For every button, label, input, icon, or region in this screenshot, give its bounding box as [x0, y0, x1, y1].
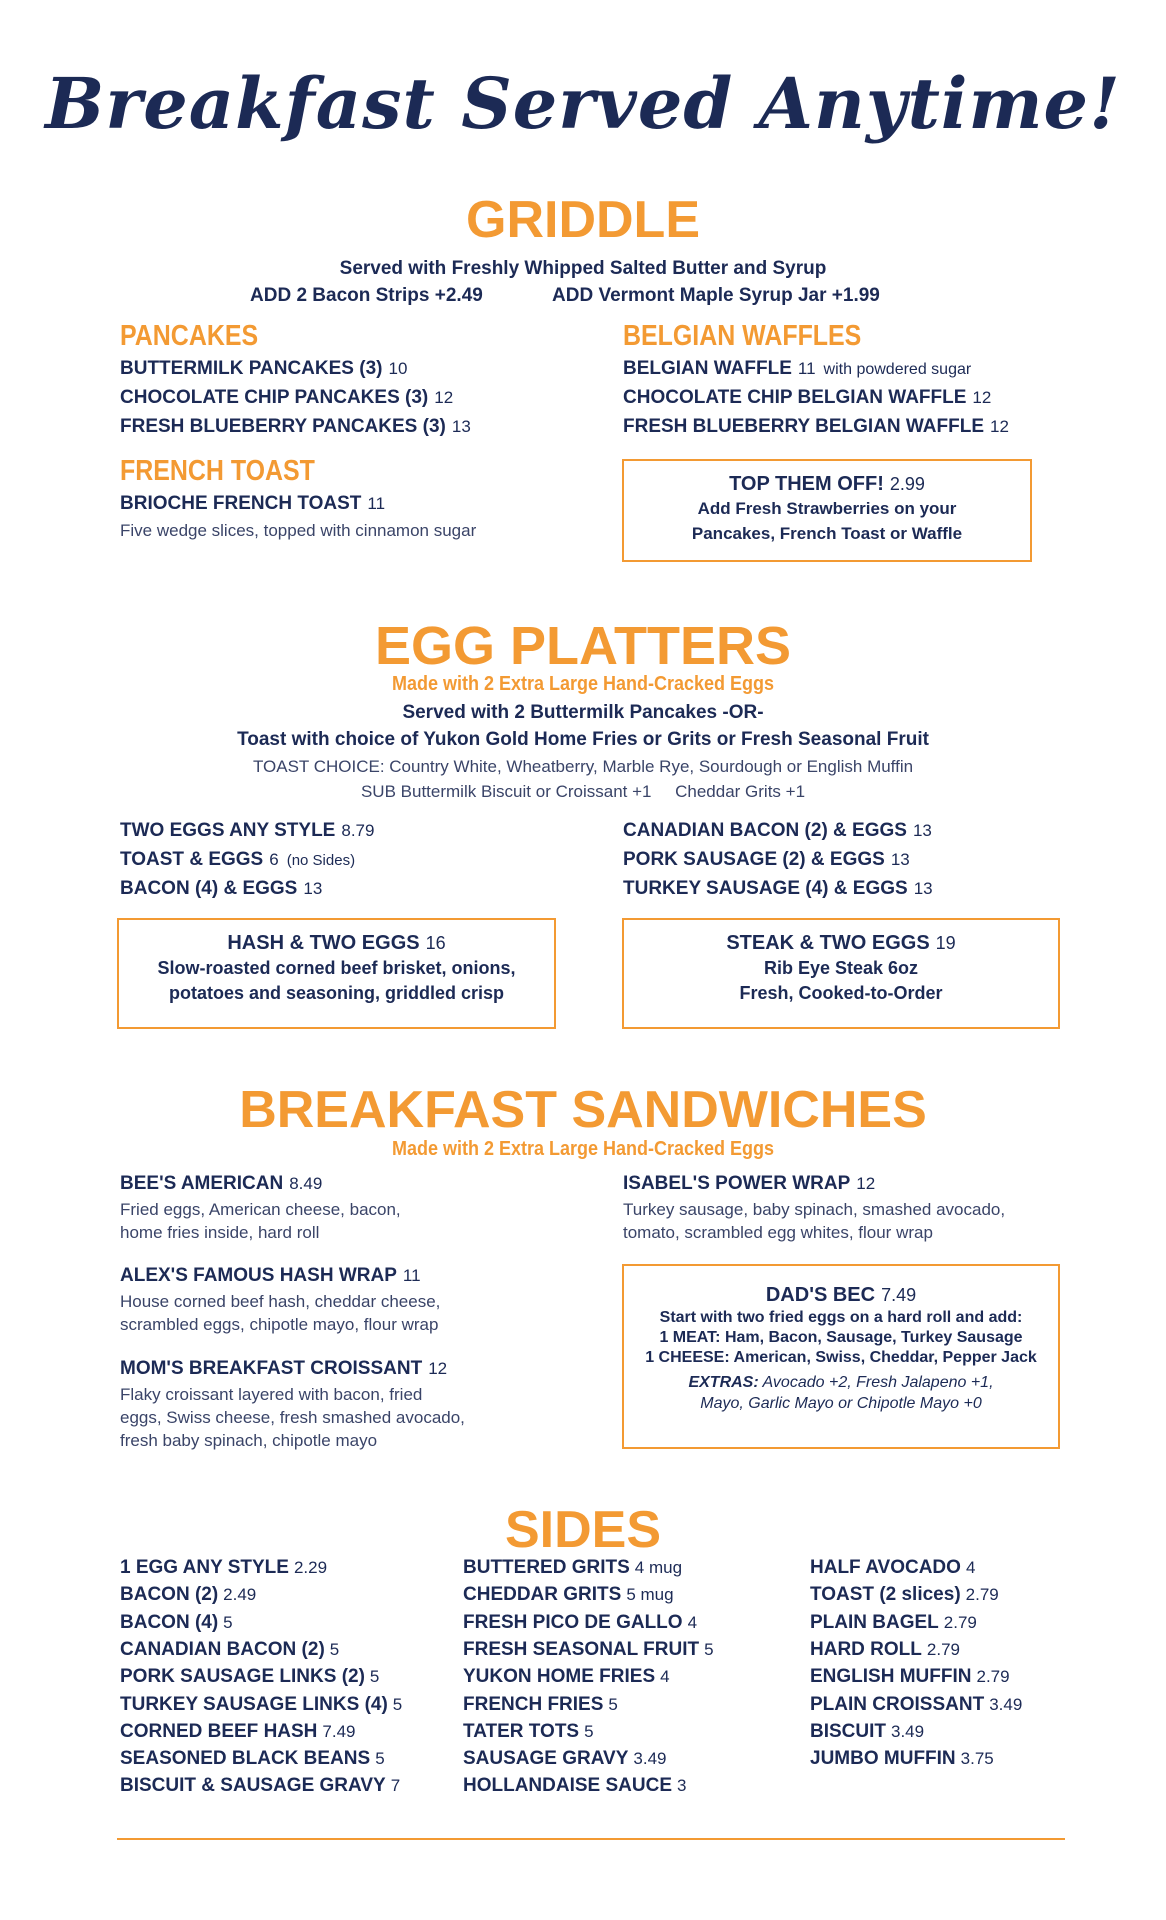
- box-line: 1 CHEESE: American, Swiss, Cheddar, Pepper Jack: [645, 1349, 1037, 1366]
- side-item: HARD ROLL 2.79: [810, 1638, 960, 1660]
- side-item: BISCUIT & SAUSAGE GRAVY 7: [120, 1775, 401, 1797]
- menu-title: Breakfast Served Anytime!: [45, 62, 1121, 145]
- hash-two-eggs-box: [117, 918, 556, 1029]
- side-item: FRESH PICO DE GALLO 4: [463, 1611, 698, 1633]
- menu-item: MOM'S BREAKFAST CROISSANT 12: [120, 1358, 448, 1379]
- box-line: Pancakes, French Toast or Waffle: [691, 524, 963, 543]
- sides-title: SIDES: [504, 1501, 662, 1559]
- item-description: Fried eggs, American cheese, bacon, home fries inside, hard roll: [120, 1200, 401, 1242]
- side-item: TATER TOTS 5: [463, 1720, 594, 1742]
- box-line: Start with two fried eggs on a hard roll and add:: [659, 1309, 1023, 1326]
- side-item: CORNED BEEF HASH 7.49: [120, 1720, 356, 1742]
- waffles-title: BELGIAN WAFFLES: [623, 320, 862, 352]
- item-description: Turkey sausage, baby spinach, smashed avocado, tomato, scrambled egg whites, flour wrap: [623, 1200, 1006, 1242]
- egg-platters-title: EGG PLATTERS: [374, 616, 792, 676]
- side-item: PLAIN CROISSANT 3.49: [810, 1693, 1023, 1715]
- menu-item: TOAST & EGGS 6 (no Sides): [120, 849, 356, 870]
- box-extras: EXTRAS: Avocado +2, Fresh Jalapeno +1,: [688, 1374, 994, 1391]
- box-line: Slow-roasted corned beef brisket, onions,: [157, 958, 516, 978]
- box-line: Fresh, Cooked-to-Order: [739, 983, 943, 1003]
- menu-item: BELGIAN WAFFLE 11 with powdered sugar: [623, 358, 972, 379]
- box-extras: Mayo, Garlic Mayo or Chipotle Mayo +0: [700, 1395, 982, 1412]
- menu-item: ALEX'S FAMOUS HASH WRAP 11: [120, 1265, 421, 1286]
- side-item: BACON (4) 5: [120, 1611, 233, 1633]
- side-item: SEASONED BLACK BEANS 5: [120, 1748, 385, 1770]
- side-item: ENGLISH MUFFIN 2.79: [810, 1666, 1010, 1688]
- top-them-off-box: [622, 459, 1032, 562]
- box-line: Add Fresh Strawberries on your: [697, 499, 957, 518]
- egg-toast-line: Toast with choice of Yukon Gold Home Fries or Grits or Fresh Seasonal Fruit: [237, 729, 929, 750]
- menu-item: FRESH BLUEBERRY BELGIAN WAFFLE 12: [623, 416, 1009, 437]
- bottom-divider: [117, 1838, 1065, 1840]
- side-item: FRESH SEASONAL FRUIT 5: [463, 1638, 714, 1660]
- side-item: JUMBO MUFFIN 3.75: [810, 1748, 994, 1770]
- side-item: CANADIAN BACON (2) 5: [120, 1638, 340, 1660]
- menu-item: FRESH BLUEBERRY PANCAKES (3) 13: [120, 416, 471, 437]
- side-item: SAUSAGE GRAVY 3.49: [463, 1748, 667, 1770]
- side-item: PLAIN BAGEL 2.79: [810, 1611, 977, 1633]
- side-item: FRENCH FRIES 5: [463, 1693, 618, 1715]
- pancakes-title: PANCAKES: [120, 320, 259, 352]
- box-heading: STEAK & TWO EGGS 19: [726, 932, 956, 954]
- box-heading: HASH & TWO EGGS 16: [227, 932, 446, 954]
- menu-item: CANADIAN BACON (2) & EGGS 13: [623, 820, 932, 841]
- menu-item: BEE'S AMERICAN 8.49: [120, 1173, 323, 1194]
- side-item: BACON (2) 2.49: [120, 1584, 257, 1606]
- box-line: 1 MEAT: Ham, Bacon, Sausage, Turkey Sausage: [659, 1329, 1023, 1346]
- sub-line: SUB Buttermilk Biscuit or Croissant +1 Cheddar Grits +1: [360, 782, 806, 801]
- menu-item: PORK SAUSAGE (2) & EGGS 13: [623, 849, 910, 870]
- menu-item: TURKEY SAUSAGE (4) & EGGS 13: [623, 878, 933, 899]
- french-toast-title: FRENCH TOAST: [120, 455, 315, 487]
- side-item: PORK SAUSAGE LINKS (2) 5: [120, 1666, 380, 1688]
- side-item: 1 EGG ANY STYLE 2.29: [120, 1557, 328, 1578]
- side-item: TURKEY SAUSAGE LINKS (4) 5: [120, 1693, 403, 1715]
- dads-bec-box: [622, 1264, 1060, 1449]
- menu-item: TWO EGGS ANY STYLE 8.79: [120, 820, 375, 841]
- sandwiches-subtitle: Made with 2 Extra Large Hand-Cracked Eggs: [391, 1138, 775, 1160]
- item-description: Five wedge slices, topped with cinnamon sugar: [120, 521, 477, 540]
- menu-item: CHOCOLATE CHIP PANCAKES (3) 12: [120, 387, 454, 408]
- breakfast-sandwiches-title: BREAKFAST SANDWICHES: [239, 1081, 927, 1139]
- griddle-addon-syrup: ADD Vermont Maple Syrup Jar +1.99: [552, 285, 880, 306]
- egg-platters-subtitle: Made with 2 Extra Large Hand-Cracked Eggs: [391, 673, 775, 695]
- box-heading: TOP THEM OFF! 2.99: [729, 473, 925, 495]
- side-item: BISCUIT 3.49: [810, 1720, 925, 1742]
- egg-served-line: Served with 2 Buttermilk Pancakes -OR-: [402, 702, 764, 723]
- box-line: potatoes and seasoning, griddled crisp: [168, 983, 505, 1003]
- box-heading: DAD'S BEC 7.49: [765, 1284, 917, 1306]
- steak-two-eggs-box: [622, 918, 1060, 1029]
- side-item: CHEDDAR GRITS 5 mug: [463, 1584, 674, 1606]
- side-item: YUKON HOME FRIES 4: [463, 1666, 670, 1688]
- menu-item: CHOCOLATE CHIP BELGIAN WAFFLE 12: [623, 387, 992, 408]
- side-item: TOAST (2 slices) 2.79: [810, 1584, 999, 1606]
- item-description: Flaky croissant layered with bacon, fried eggs, Swiss cheese, fresh smashed avocado, fresh baby spinach, chipotle mayo: [120, 1385, 465, 1450]
- menu-item: BACON (4) & EGGS 13: [120, 878, 323, 899]
- side-item: HOLLANDAISE SAUCE 3: [463, 1775, 687, 1797]
- menu-item: BUTTERMILK PANCAKES (3) 10: [120, 358, 408, 379]
- side-item: BUTTERED GRITS 4 mug: [463, 1557, 683, 1578]
- menu-item: ISABEL'S POWER WRAP 12: [623, 1173, 876, 1194]
- griddle-served-line: Served with Freshly Whipped Salted Butter and Syrup: [339, 258, 827, 279]
- griddle-addon-bacon: ADD 2 Bacon Strips +2.49: [250, 285, 483, 306]
- side-item: HALF AVOCADO 4: [810, 1557, 976, 1578]
- menu-item: BRIOCHE FRENCH TOAST 11: [120, 493, 386, 514]
- toast-choice-line: TOAST CHOICE: Country White, Wheatberry, Marble Rye, Sourdough or English Muffin: [252, 757, 914, 776]
- griddle-title: GRIDDLE: [466, 191, 700, 249]
- box-line: Rib Eye Steak 6oz: [763, 958, 919, 978]
- item-description: House corned beef hash, cheddar cheese, scrambled eggs, chipotle mayo, flour wrap: [120, 1292, 441, 1334]
